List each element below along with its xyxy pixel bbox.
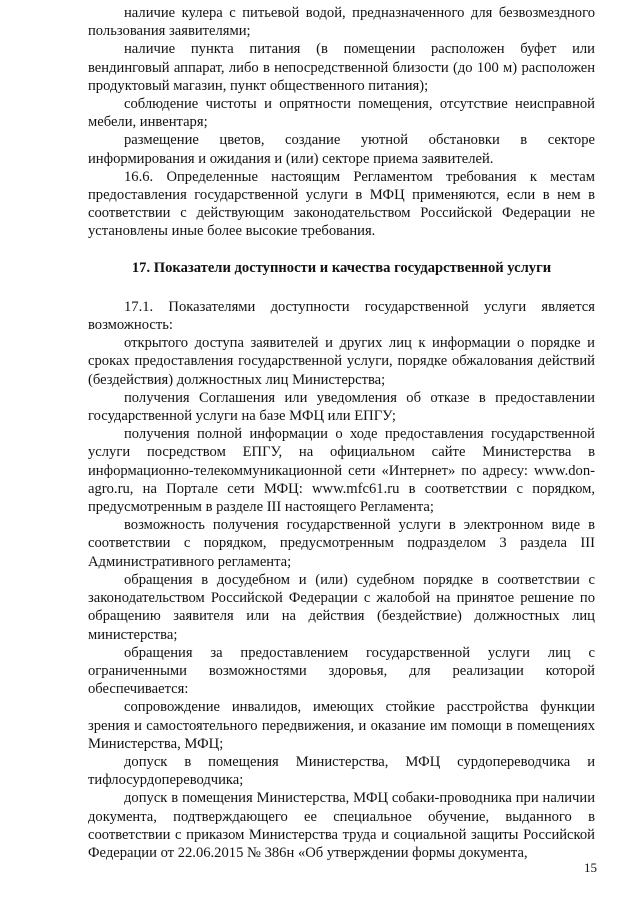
paragraph-guide-dog: допуск в помещения Министерства, МФЦ собаки-проводника при наличии документа, подтверждающего ее специальное обучение, выданного в соответствии с приказом Министерства труда и социальной защиты Российской Федерации от 22.06.2015 № 386н «Об утверждении формы документа,	[88, 790, 595, 861]
paragraph-agreement: получения Соглашения или уведомления об отказе в предоставлении государственной услуги на базе МФЦ или ЕПГУ;	[88, 389, 595, 425]
section-heading: 17. Показатели доступности и качества государственной услуги	[131, 259, 552, 276]
paragraph-open-access: открытого доступа заявителей и других лиц к информации о порядке и сроках предоставления государственной услуги, порядке обжалования действий (бездействия) должностных лиц Министерства;	[88, 335, 595, 388]
paragraph-electronic-service: возможность получения государственной услуги в электронном виде в соответствии с порядком, предусмотренным подразделом 3 раздела III Административного регламента;	[88, 517, 595, 570]
paragraph-escort: сопровождение инвалидов, имеющих стойкие расстройства функции зрения и самостоятельного передвижения, и оказание им помощи в помещениях Министерства, МФЦ;	[88, 699, 595, 752]
paragraph-flowers: размещение цветов, создание уютной обстановки в секторе информирования и ожидания и (или) секторе приема заявителей.	[88, 132, 595, 167]
paragraph-food-point: наличие пункта питания (в помещении расположен буфет или вендинговый аппарат, либо в непосредственной близости (до 100 м) расположен продуктовый магазин, пункт общественного питания);	[88, 41, 595, 94]
paragraph-water-cooler: наличие кулера с питьевой водой, предназначенного для безвозмездного пользования заявителями;	[88, 5, 595, 40]
page-number: 15	[584, 860, 597, 875]
paragraph-17-1: 17.1. Показателями доступности государственной услуги является возможность:	[88, 298, 595, 334]
paragraph-16-6: 16.6. Определенные настоящим Регламентом требования к местам предоставления государственной услуги в МФЦ применяются, если в нем в соответствии с действующим законодательством Российской Федерации не установлены иные более высокие требования.	[88, 168, 595, 240]
paragraph-progress-info: получения полной информации о ходе предоставления государственной услуги посредством ЕПГУ, на официальном сайте Министерства в информационно-телекоммуникационной сети «Интернет» по адресу: www.don-agro.ru, на Портале сети МФЦ: www.mfc61.ru в соответствии с порядком, предусмотренным в разделе III настоящего Регламента;	[88, 426, 595, 516]
document-page	[88, 4, 595, 862]
paragraph-appeal: обращения в досудебном и (или) судебном порядке в соответствии с законодательством Российской Федерации с жалобой на принятое решение по обращению заявителя или на действия (бездействие) должностных лиц министерства;	[88, 571, 595, 643]
paragraph-interpreter: допуск в помещения Министерства, МФЦ сурдопереводчика и тифлосурдопереводчика;	[88, 753, 595, 789]
paragraph-cleanliness: соблюдение чистоты и опрятности помещения, отсутствие неисправной мебели, инвентаря;	[88, 96, 595, 131]
paragraph-disabled-access: обращения за предоставлением государственной услуги лиц с ограниченными возможностями здоровья, для реализации которой обеспечивается:	[88, 644, 595, 698]
